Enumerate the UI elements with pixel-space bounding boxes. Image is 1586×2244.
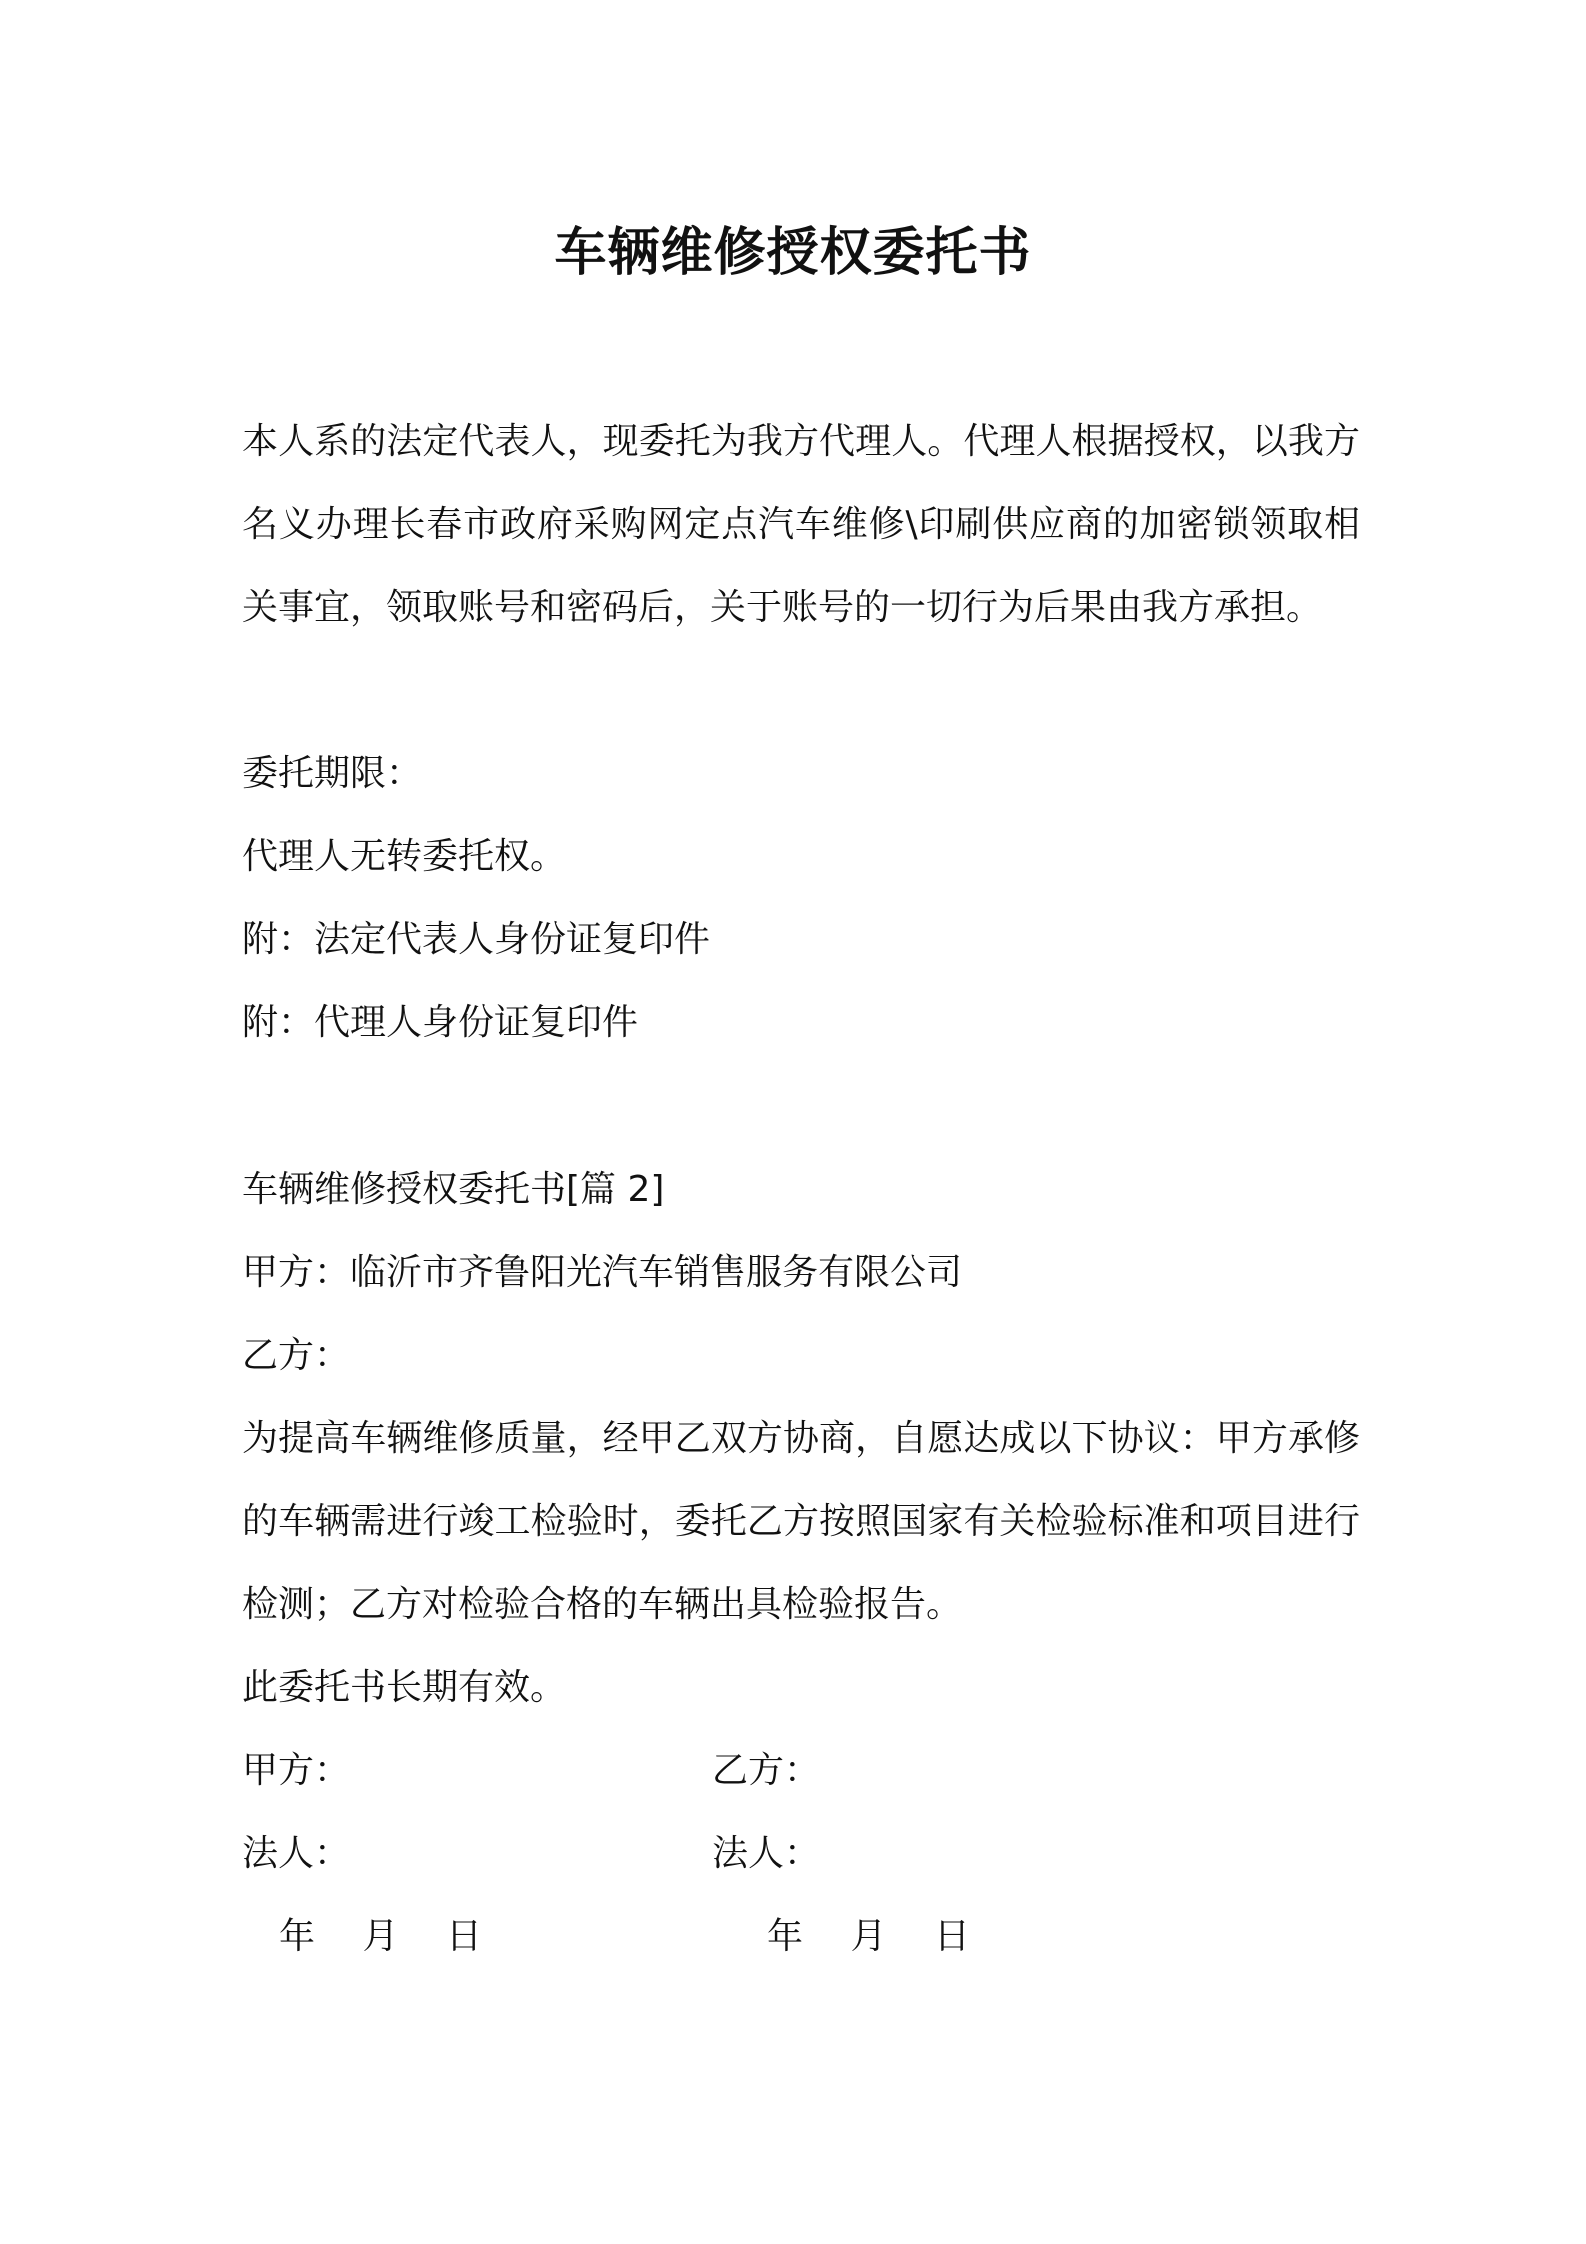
- signature-legal-a: 法人：: [242, 1833, 351, 1874]
- attachment-legal-rep-id: 附：法定代表人身份证复印件: [242, 919, 711, 960]
- party-a-line: 甲方：临沂市齐鲁阳光汽车销售服务有限公司: [242, 1252, 963, 1293]
- attachment-agent-id: 附：代理人身份证复印件: [242, 1002, 639, 1043]
- date-year-label: 年: [767, 1916, 804, 1957]
- date-year-label: 年: [279, 1916, 316, 1957]
- signature-legal-b: 法人：: [712, 1833, 821, 1874]
- agreement-paragraph: 为提高车辆维修质量，经甲乙双方协商，自愿达成以下协议：甲方承修的车辆需进行竣工检验时，委托乙方按照国家有关检验标准和项目进行检测；乙方对检验合格的车辆出具检验报告。: [242, 1418, 1360, 1625]
- validity-line: 此委托书长期有效。: [242, 1667, 567, 1708]
- no-transfer-line: 代理人无转委托权。: [242, 836, 567, 877]
- date-month-label: 月: [850, 1916, 887, 1957]
- date-line-left: [279, 1915, 482, 1959]
- date-line-right: [767, 1915, 970, 1959]
- signature-party-a: 甲方：: [242, 1750, 351, 1791]
- signature-party-b: 乙方：: [712, 1750, 821, 1791]
- date-day-label: 日: [933, 1916, 970, 1957]
- intro-paragraph: 本人系的法定代表人，现委托为我方代理人。代理人根据授权，以我方名义办理长春市政府采购网定点汽车维修\印刷供应商的加密锁领取相关事宜，领取账号和密码后，关于账号的一切行为后果由我方承担。: [242, 421, 1360, 628]
- section-2-title: 车辆维修授权委托书[篇 2]: [242, 1169, 665, 1210]
- date-month-label: 月: [362, 1916, 399, 1957]
- term-line: 委托期限：: [242, 753, 423, 794]
- party-b-line: 乙方：: [242, 1335, 351, 1376]
- date-day-label: 日: [445, 1916, 482, 1957]
- document-title: 车辆维修授权委托书: [554, 223, 1032, 283]
